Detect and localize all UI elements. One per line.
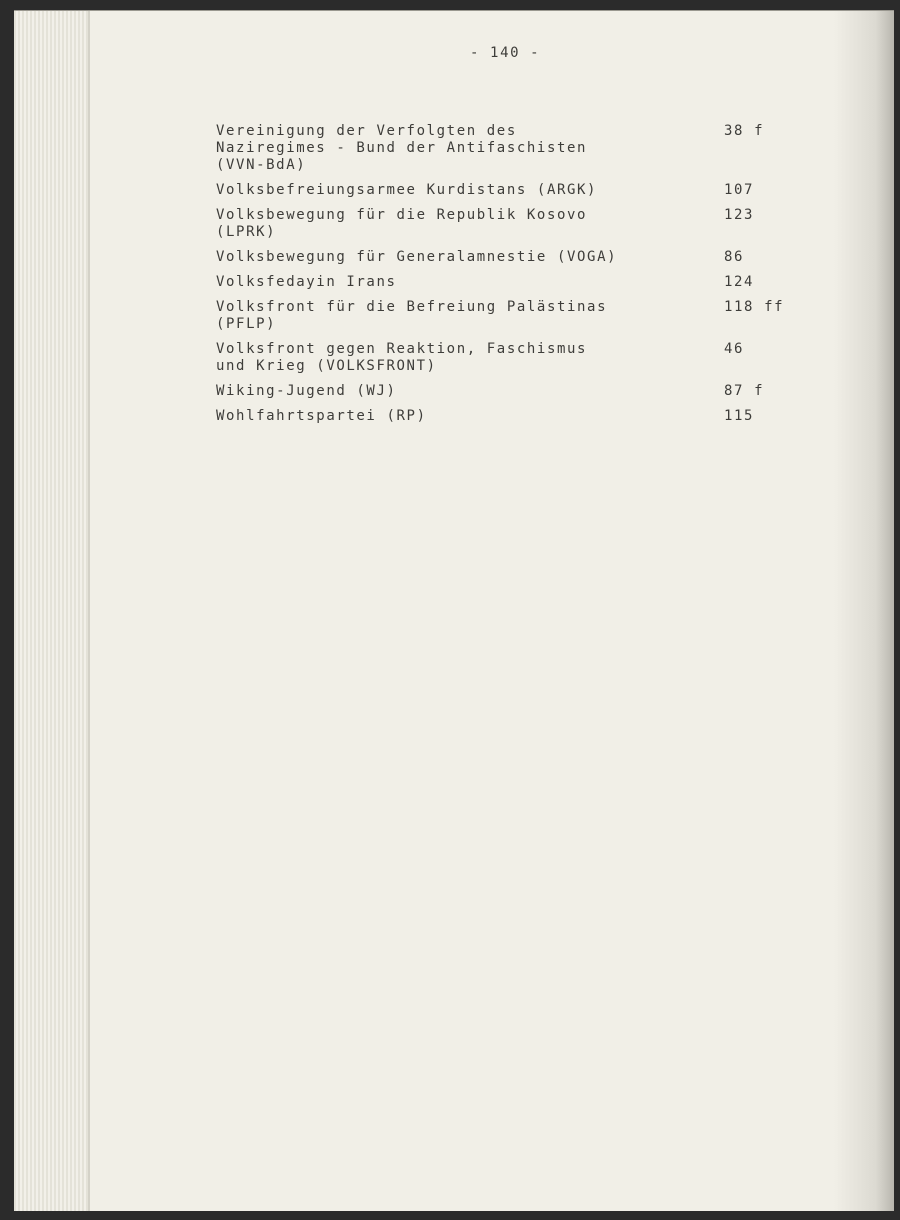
entry-page-ref: 87 f bbox=[724, 383, 765, 399]
index-entry bbox=[216, 182, 816, 199]
index-entry bbox=[216, 299, 816, 333]
index-entry bbox=[216, 249, 816, 266]
entry-name: Vereinigung der Verfolgten des Naziregimes - Bund der Antifaschisten (VVN-BdA) bbox=[216, 123, 588, 173]
index-entry bbox=[216, 383, 816, 400]
entry-name: Volksfront gegen Reaktion, Faschismus und Krieg (VOLKSFRONT) bbox=[216, 341, 588, 374]
index-entry bbox=[216, 341, 816, 375]
index-list bbox=[216, 123, 816, 433]
entry-page-ref: 123 bbox=[724, 207, 755, 223]
entry-page-ref: 107 bbox=[724, 182, 755, 198]
page-shadow bbox=[834, 11, 894, 1211]
index-entry bbox=[216, 207, 816, 241]
entry-page-ref: 46 bbox=[724, 341, 745, 357]
index-entry bbox=[216, 123, 816, 174]
entry-name: Volksbewegung für die Republik Kosovo (LPRK) bbox=[216, 207, 588, 240]
entry-name: Volksfront für die Befreiung Palästinas (PFLP) bbox=[216, 299, 608, 332]
entry-name: Volksbewegung für Generalamnestie (VOGA) bbox=[216, 249, 618, 265]
entry-page-ref: 38 f bbox=[724, 123, 765, 139]
index-entry bbox=[216, 408, 816, 425]
entry-page-ref: 124 bbox=[724, 274, 755, 290]
entry-name: Volksfedayin Irans bbox=[216, 274, 397, 290]
entry-page-ref: 115 bbox=[724, 408, 755, 424]
index-entry bbox=[216, 274, 816, 291]
document-page bbox=[14, 10, 894, 1211]
entry-page-ref: 118 ff bbox=[724, 299, 785, 315]
entry-page-ref: 86 bbox=[724, 249, 745, 265]
entry-name: Wohlfahrtspartei (RP) bbox=[216, 408, 427, 424]
entry-name: Wiking-Jugend (WJ) bbox=[216, 383, 397, 399]
page-number: - 140 - bbox=[470, 45, 541, 61]
page-stack-edges bbox=[14, 11, 90, 1211]
entry-name: Volksbefreiungsarmee Kurdistans (ARGK) bbox=[216, 182, 598, 198]
